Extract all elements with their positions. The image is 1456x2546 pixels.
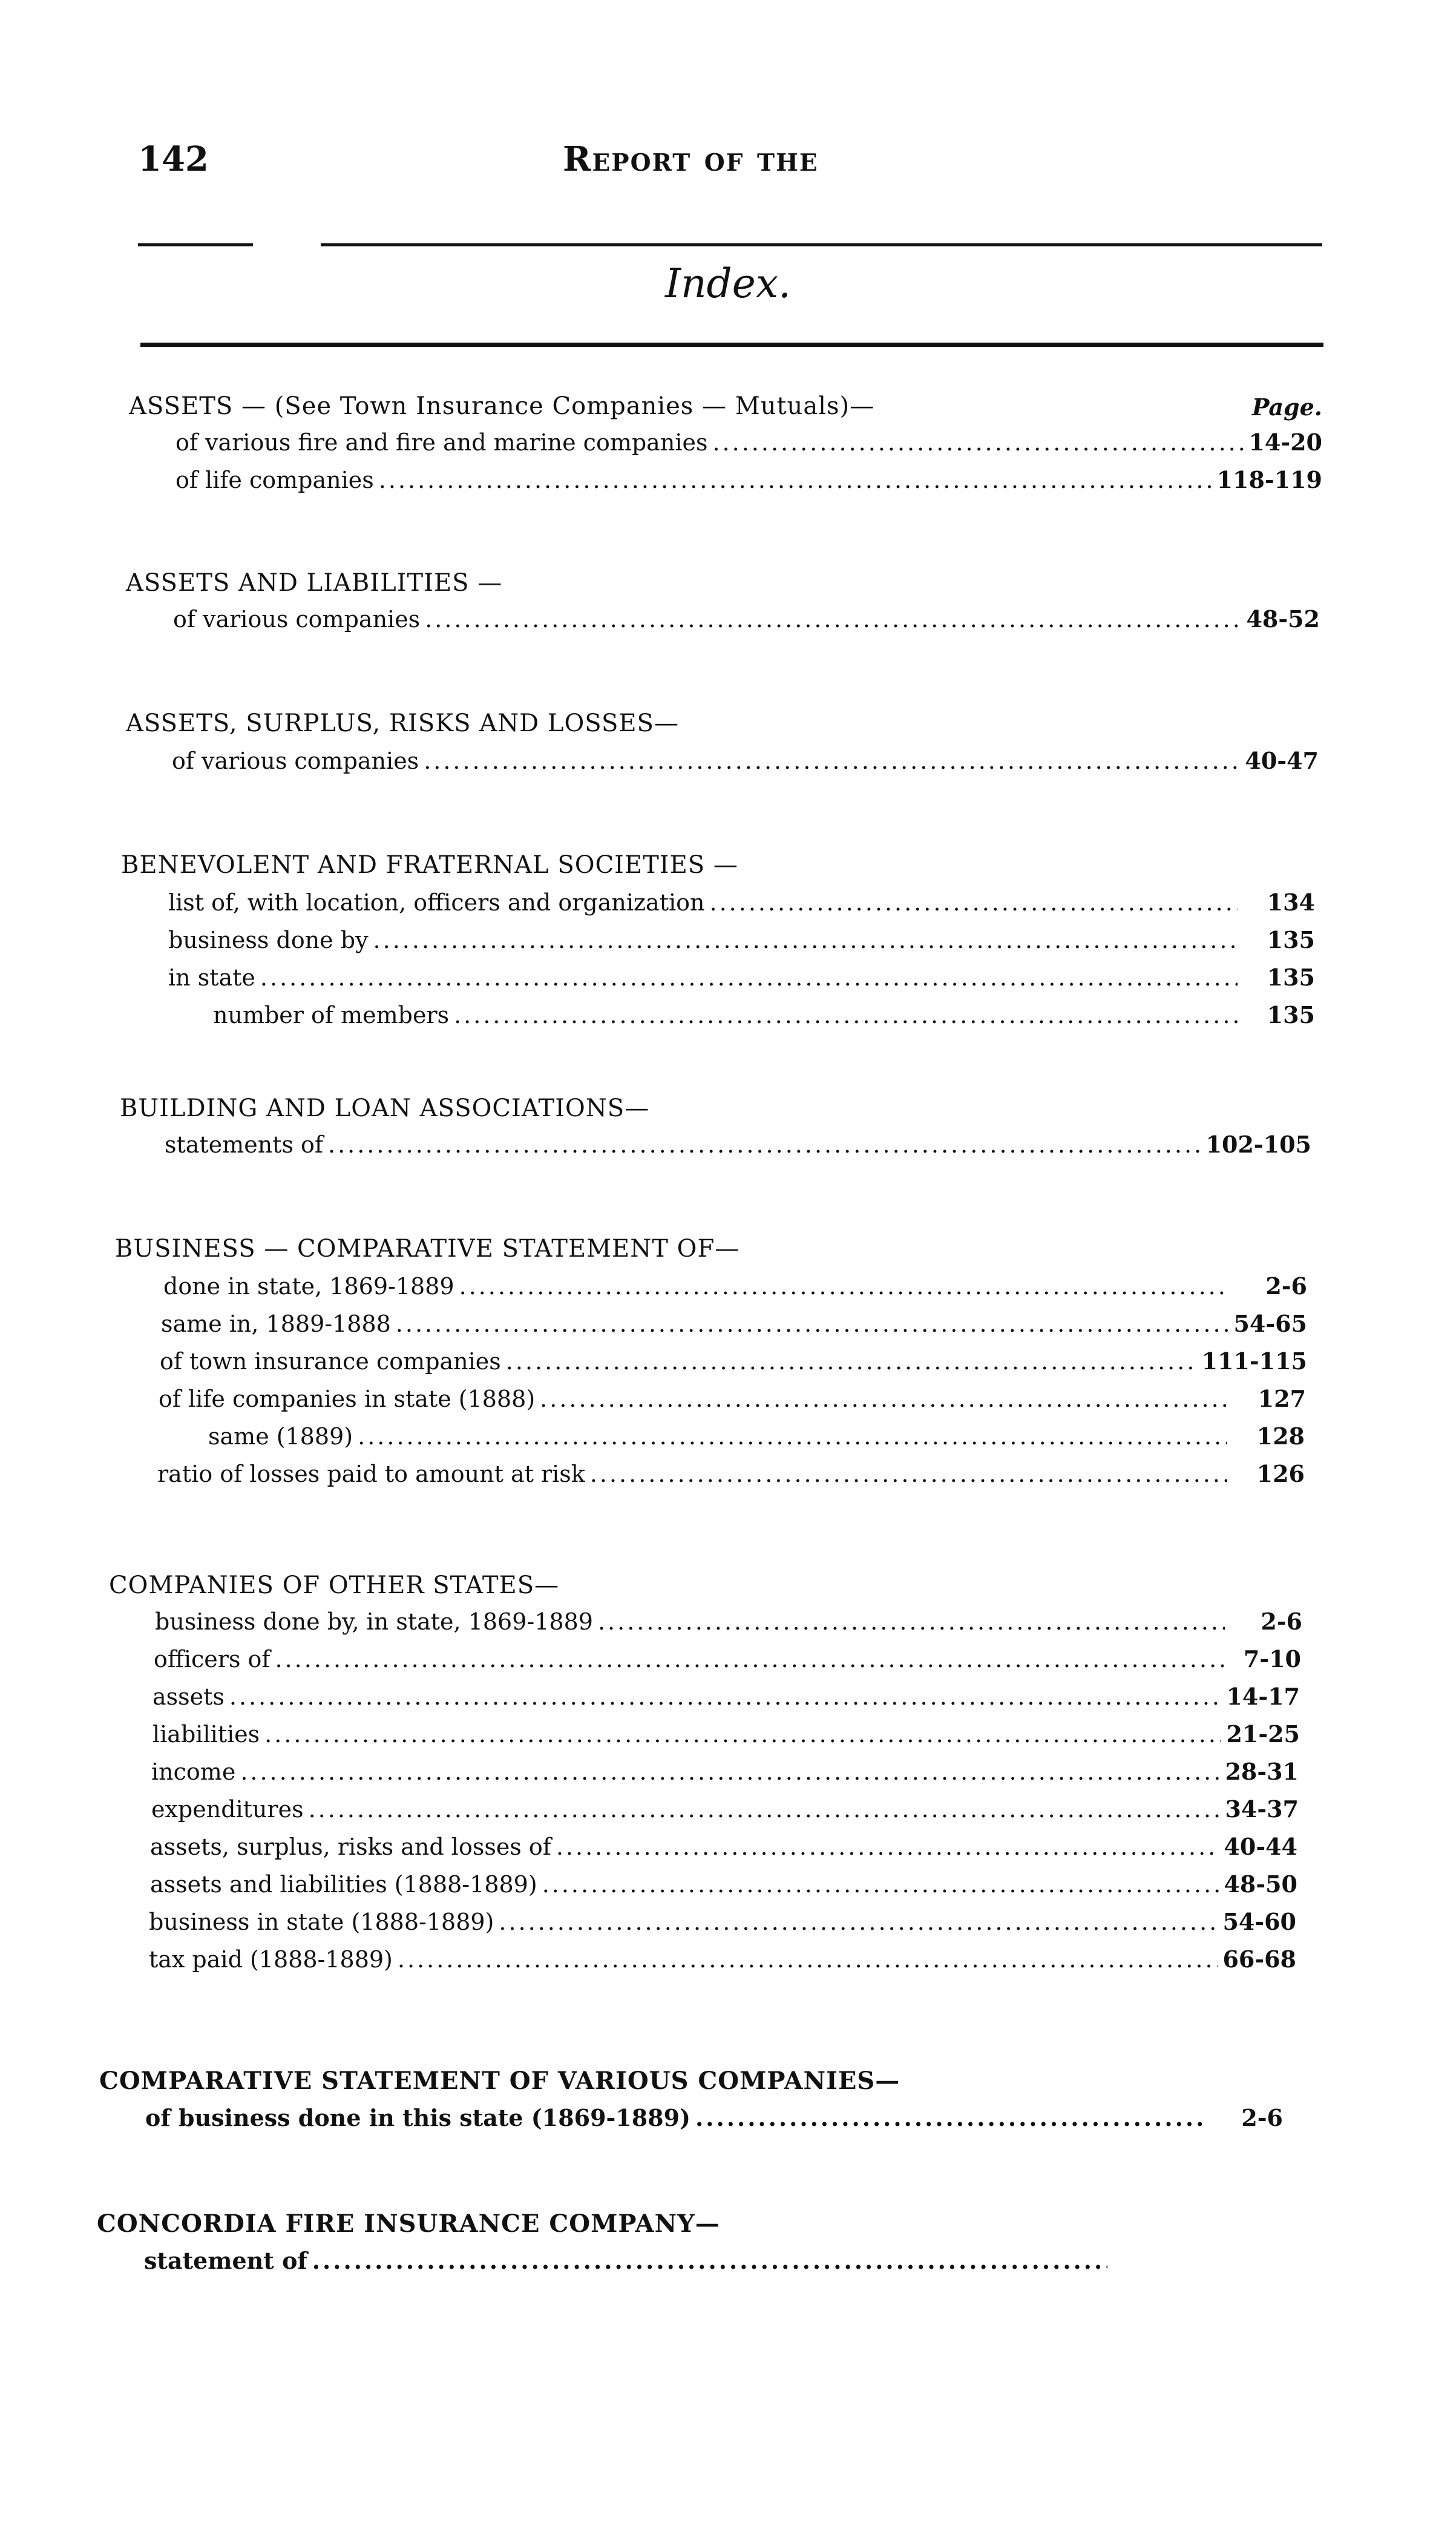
page-number: 142 xyxy=(138,139,209,179)
dot-leader xyxy=(275,1646,1224,1673)
dot-leader xyxy=(379,467,1212,493)
entry-page: 54-65 xyxy=(1233,1310,1307,1337)
index-entry xyxy=(173,605,1320,643)
index-entry xyxy=(161,1310,1307,1347)
dot-leader xyxy=(556,1834,1219,1860)
entry-label: list of, with location, officers and organization xyxy=(168,889,705,916)
entry-label: of various fire and fire and marine companies xyxy=(175,429,708,456)
entry-label: in state xyxy=(168,964,255,991)
dot-leader xyxy=(260,964,1238,991)
index-heading: BUILDING AND LOAN ASSOCIATIONS— xyxy=(120,1094,650,1122)
index-entry xyxy=(151,1795,1299,1833)
entry-page: 111-115 xyxy=(1201,1347,1307,1375)
index-entry xyxy=(168,926,1315,964)
index-heading: ASSETS — (See Town Insurance Companies — Mutuals)— xyxy=(129,392,875,420)
index-entry xyxy=(163,1272,1307,1310)
index-heading: COMPARATIVE STATEMENT OF VARIOUS COMPANIES— xyxy=(99,2067,900,2095)
entry-label: expenditures xyxy=(151,1796,304,1823)
dot-leader xyxy=(240,1758,1220,1785)
index-entry xyxy=(208,1423,1305,1460)
index-entry xyxy=(172,747,1319,785)
entry-page: 48-52 xyxy=(1246,605,1320,633)
index-entry xyxy=(150,1833,1297,1870)
entry-label: liabilities xyxy=(152,1721,260,1748)
entry-page: 102-105 xyxy=(1205,1131,1311,1158)
entry-label: of various companies xyxy=(172,748,419,774)
entry-page: 118-119 xyxy=(1216,466,1322,493)
entry-label: statement of xyxy=(144,2247,307,2274)
entry-label: ratio of losses paid to amount at risk xyxy=(157,1461,585,1487)
entry-label: officers of xyxy=(154,1646,271,1673)
entry-page: 135 xyxy=(1267,926,1315,953)
index-entry xyxy=(151,1758,1299,1795)
entry-page: 135 xyxy=(1267,1001,1315,1028)
entry-page: 14-17 xyxy=(1226,1683,1300,1710)
dot-leader xyxy=(542,1871,1219,1898)
dot-leader xyxy=(454,1002,1238,1028)
entry-page: 21-25 xyxy=(1226,1720,1300,1748)
entry-label: business done by, in state, 1869-1889 xyxy=(155,1608,593,1635)
entry-page: 2-6 xyxy=(1241,2104,1283,2131)
index-entry xyxy=(152,1720,1300,1758)
dot-leader xyxy=(540,1386,1228,1412)
entry-label: assets, surplus, risks and losses of xyxy=(150,1834,551,1860)
index-entry xyxy=(150,1870,1297,1908)
index-entry xyxy=(159,1385,1306,1423)
dot-leader xyxy=(695,2104,1205,2131)
index-entry xyxy=(145,2104,1283,2142)
index-entry xyxy=(175,429,1322,466)
entry-label: same in, 1889-1888 xyxy=(161,1311,391,1337)
dot-leader xyxy=(710,889,1238,916)
entry-page: 40-47 xyxy=(1245,747,1319,774)
page-title: Index. xyxy=(664,260,792,307)
dot-leader xyxy=(425,606,1241,633)
entry-label: done in state, 1869-1889 xyxy=(163,1273,454,1300)
entry-page: 40-44 xyxy=(1224,1833,1297,1860)
index-entry xyxy=(152,1683,1300,1720)
running-head: Report of the xyxy=(563,139,819,179)
entry-page: 54-60 xyxy=(1222,1908,1296,1935)
dot-leader xyxy=(398,1946,1218,1973)
index-heading: ASSETS, SURPLUS, RISKS AND LOSSES— xyxy=(126,709,679,737)
dot-leader xyxy=(396,1311,1229,1337)
entry-page: 2-6 xyxy=(1261,1608,1302,1635)
entry-page: 128 xyxy=(1256,1423,1305,1450)
entry-label: income xyxy=(151,1758,236,1785)
entry-label: assets and liabilities (1888-1889) xyxy=(150,1871,537,1898)
entry-label: assets xyxy=(152,1683,225,1710)
dot-leader xyxy=(712,429,1244,456)
dot-leader xyxy=(373,927,1238,953)
index-heading: COMPANIES OF OTHER STATES— xyxy=(109,1571,560,1599)
entry-page: 48-50 xyxy=(1224,1870,1297,1898)
entry-page: 14-20 xyxy=(1248,429,1322,456)
dot-leader xyxy=(264,1721,1221,1748)
index-heading: BUSINESS — COMPARATIVE STATEMENT OF— xyxy=(115,1235,740,1263)
entry-page: 7-10 xyxy=(1243,1645,1301,1673)
entry-label: of town insurance companies xyxy=(160,1348,501,1375)
index-entry xyxy=(165,1131,1311,1168)
entry-label: number of members xyxy=(213,1002,450,1028)
entry-page: 2-6 xyxy=(1265,1272,1307,1300)
entry-label: of life companies in state (1888) xyxy=(159,1386,536,1412)
index-heading: ASSETS AND LIABILITIES — xyxy=(126,569,503,597)
dot-leader xyxy=(312,2247,1107,2274)
entry-label: of various companies xyxy=(173,606,421,633)
index-entry xyxy=(157,1460,1305,1498)
dot-leader xyxy=(506,1348,1197,1375)
entry-page: 34-37 xyxy=(1225,1795,1299,1823)
entry-page: 134 xyxy=(1267,889,1315,916)
dot-leader xyxy=(499,1909,1218,1935)
index-heading: CONCORDIA FIRE INSURANCE COMPANY— xyxy=(97,2209,720,2238)
entry-label: business in state (1888-1889) xyxy=(149,1909,494,1935)
entry-label: tax paid (1888-1889) xyxy=(149,1946,393,1973)
index-entry xyxy=(175,466,1322,504)
entry-label: of life companies xyxy=(175,467,374,493)
entry-label: of business done in this state (1869-1889) xyxy=(145,2104,691,2131)
index-entry xyxy=(149,1946,1296,1983)
entry-label: statements of xyxy=(165,1131,323,1158)
entry-page: 66-68 xyxy=(1222,1946,1296,1973)
index-entry xyxy=(155,1608,1302,1645)
dot-leader xyxy=(309,1796,1221,1823)
index-entry xyxy=(168,964,1315,1001)
index-entry xyxy=(154,1645,1301,1683)
index-entry xyxy=(160,1347,1307,1385)
index-entry xyxy=(168,889,1315,926)
index-entry xyxy=(213,1001,1315,1039)
dot-leader xyxy=(598,1608,1225,1635)
dot-leader xyxy=(358,1423,1227,1450)
dot-leader xyxy=(424,748,1240,774)
entry-label: business done by xyxy=(168,927,369,953)
entry-label: same (1889) xyxy=(208,1423,353,1450)
entry-page: 126 xyxy=(1256,1460,1305,1487)
dot-leader xyxy=(328,1131,1201,1158)
entry-page: 135 xyxy=(1267,964,1315,991)
entry-page: 28-31 xyxy=(1225,1758,1299,1785)
page-column-label: Page. xyxy=(1251,393,1322,421)
index-entry xyxy=(144,2247,1185,2284)
dot-leader xyxy=(229,1683,1222,1710)
dot-leader xyxy=(459,1273,1230,1300)
entry-page: 127 xyxy=(1258,1385,1306,1412)
index-heading: BENEVOLENT AND FRATERNAL SOCIETIES — xyxy=(121,851,738,879)
index-entry xyxy=(149,1908,1296,1946)
dot-leader xyxy=(590,1461,1227,1487)
